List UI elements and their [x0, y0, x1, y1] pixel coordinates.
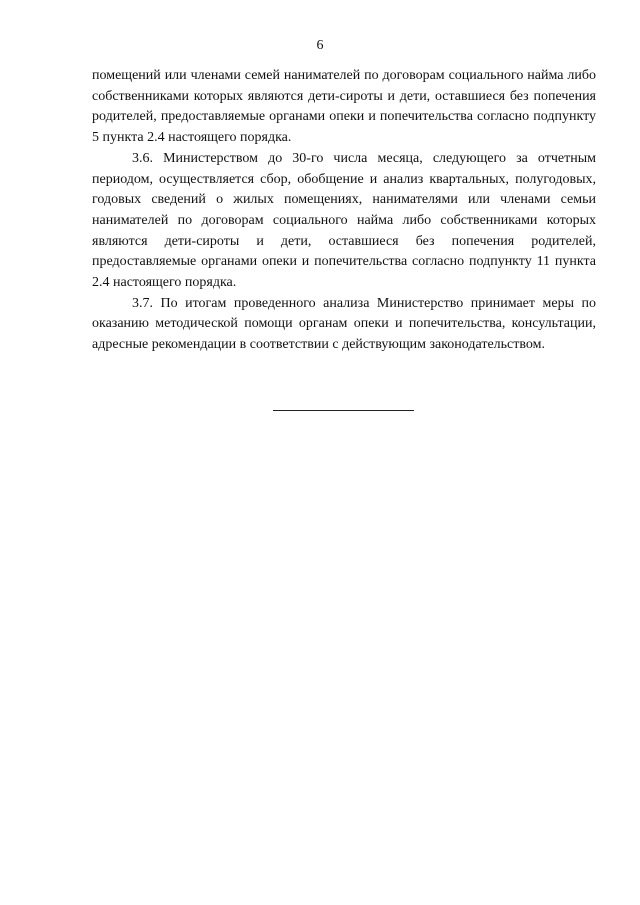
paragraph-3-6: 3.6. Министерством до 30-го числа месяца, следующего за отчетным периодом, осуществляется сбор, обобщение и анализ квартальных, полугодовых, годовых сведений о жилых помещениях, нанимателями или членами семьи нанимателей по договорам социального найма либо собственниками которых являются дети-сироты и дети, оставшиеся без попечения родителей, предоставляемые органами опеки и попечительства согласно подпункту 11 пункта 2.4 настоящего порядка. [92, 150, 596, 291]
closing-divider-line [273, 410, 414, 411]
page-number: 6 [316, 38, 324, 53]
document-body [92, 66, 596, 356]
paragraph-continuation: помещений или членами семей нанимателей по договорам социального найма либо собственниками которых являются дети-сироты и дети, оставшиеся без попечения родителей, предоставляемые органами опеки и попечительства согласно подпункту 5 пункта 2.4 настоящего порядка. [92, 68, 596, 146]
paragraph-3-7: 3.7. По итогам проведенного анализа Министерство принимает меры по оказанию методической помощи органам опеки и попечительства, консультации, адресные рекомендации в соответствии с действующим законодательством. [92, 295, 596, 353]
